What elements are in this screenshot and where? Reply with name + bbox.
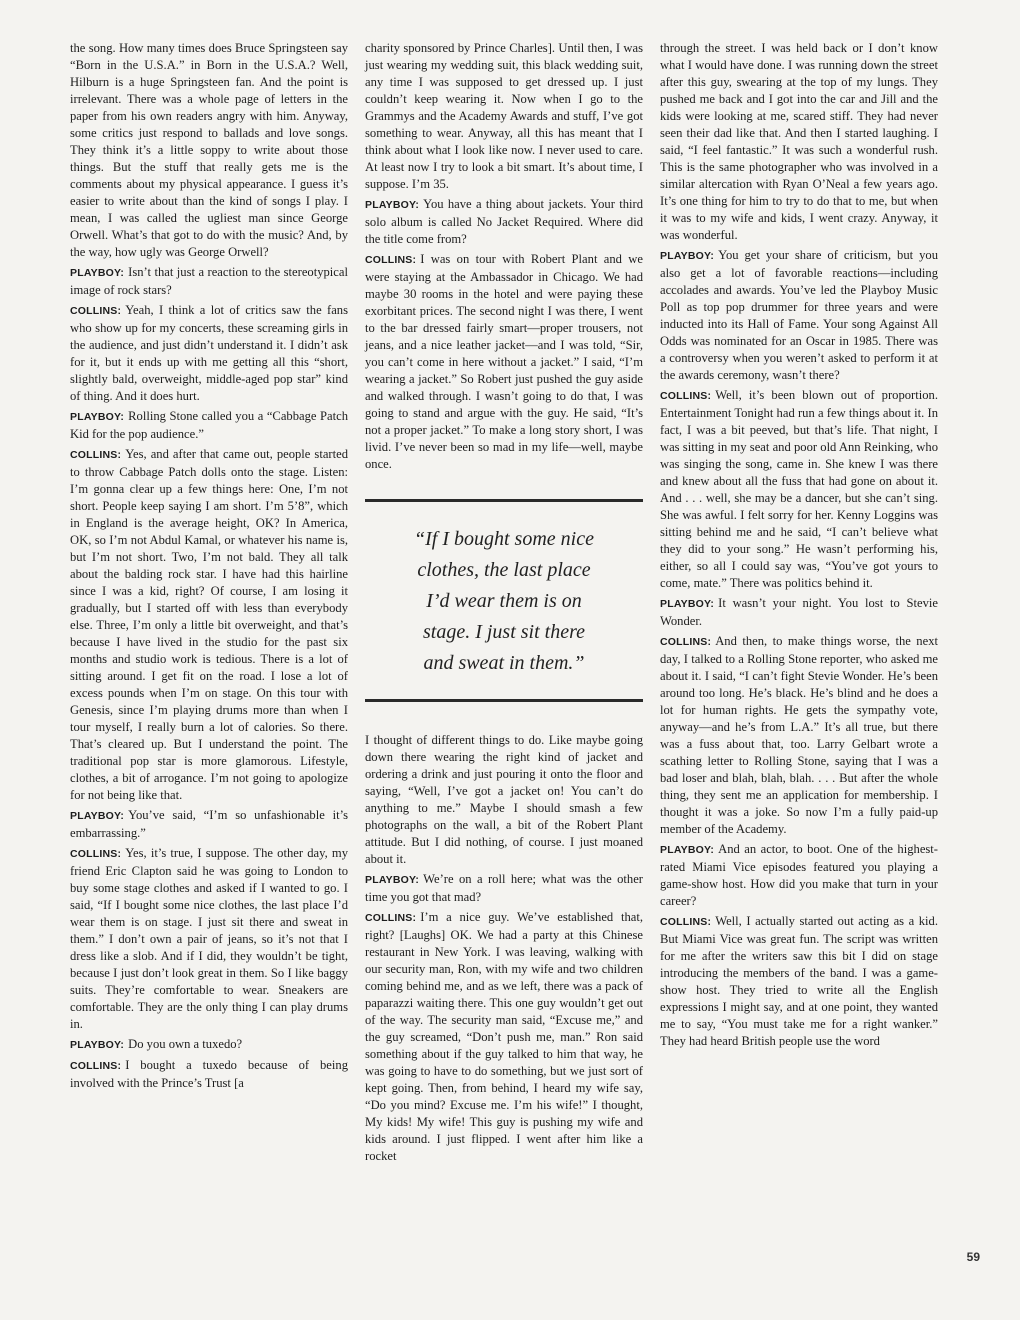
speaker-label: PLAYBOY:	[70, 267, 125, 279]
speaker-label: COLLINS:	[660, 390, 712, 402]
page-number: 59	[966, 1250, 980, 1264]
question-text: You have a thing about jackets. Your third solo album is called No Jacket Required. Where did the title come from?	[365, 197, 643, 246]
question-text: Rolling Stone called you a “Cabbage Patch Kid for the pop audience.”	[70, 409, 348, 441]
question	[365, 871, 643, 906]
answer	[660, 913, 938, 1050]
paragraph: charity sponsored by Prince Charles]. Until then, I was just wearing my wedding suit, this black wedding suit, any time I was supposed to get dressed up. I just couldn’t keep wearing it. Now when I go to the Grammys and the Academy Awards and stuff, I’ve got something to wear. Anyway, all this has meant that I think about what I look like now. I never used to care. At least now I try to look a bit smart. It’s about time, I suppose. I’m 35.	[365, 41, 643, 191]
answer-text: I’m a nice guy. We’ve established that, right? [Laughs] OK. We had a party at this Chinese restaurant in New York. I was leaving, walking with our security man, Ron, with my wife and two children coming behind me, and as we left, there was a pack of paparazzi waiting there. This one guy wouldn’t get out of the way. The security man said, “Excuse me,” and the guy screamed, “Don’t push me, man.” Ron said something about if the guy talked to him that way, he was going to have to do something, but we just sort of kept going. Then, from behind, I heard my wife say, “Do you mind? Excuse me. I’m his wife!” I thought, My kids! My wife! This guy is pushing my wife and kids around. I just flipped. I went after him like a rocket	[365, 910, 643, 1163]
speaker-label: COLLINS:	[365, 254, 417, 266]
speaker-label: PLAYBOY:	[70, 810, 125, 822]
answer-text: Yes, it’s true, I suppose. The other day, my friend Eric Clapton said he was going to London to buy some stage clothes and asked if I wanted to go. I said, “If I bought some nice clothes, the last place I’d wear them is on stage. I just sit there and sweat in them.” I don’t own a pair of jeans, so it’s not that I dress like a slob. And if I did, they wouldn’t be tight, because I just don’t look great in them. So I like baggy suits. They’re comfortable to wear. Sneakers are comfortable. They are the only thing I can play drums in.	[70, 846, 348, 1031]
speaker-label: COLLINS:	[70, 1060, 122, 1072]
speaker-label: COLLINS:	[660, 916, 712, 928]
pull-quote-line: clothes, the last place	[417, 559, 591, 581]
question-text: And an actor, to boot. One of the highest-rated Miami Vice episodes featured you playing a game-show host. How did you make that turn in your career?	[660, 842, 938, 908]
question	[70, 408, 348, 443]
answer-text: I was on tour with Robert Plant and we were staying at the Ambassador in Chicago. We had maybe 30 rooms in the hotel and were paying these exorbitant prices. The second night I was there, I went to the bar dressed fairly smart—proper trousers, not jeans, and a nice leather jacket—and I was told, “Sir, you can’t come in here without a jacket.” I said, “I’m wearing a jacket.” So Robert just pushed the guy aside and walked through. I wasn’t going to do that, I was going to stand and argue with the guy. He said, “It’s not a proper jacket.” To make a long story short, I was livid. I’ve never been so mad in my life—well, maybe once.	[365, 252, 643, 471]
answer	[70, 845, 348, 1033]
question	[70, 807, 348, 842]
question-text: You get your share of criticism, but you also get a lot of favorable reactions—including accolades and awards. You’ve led the Playboy Music Poll as top pop drummer for three years and were inducted into its Hall of Fame. Your song Against All Odds was nominated for an Oscar in 1985. There was a controversy when you weren’t asked to perform it at the awards ceremony, wasn’t there?	[660, 248, 938, 382]
pull-quote	[365, 499, 643, 702]
paragraph: the song. How many times does Bruce Springsteen say “Born in the U.S.A.” in Born in the U.S.A.? Well, Hilburn is a huge Springsteen fan. And the point is irrelevant. There was a whole page of letters in the paper from his own readers angry with him. Anyway, some critics just respond to ballads and love songs. They think it’s a little soppy to write about those things. But the stuff that really gets me is the comments about my physical appearance. I guess it’s easier to write about than the kind of songs I play. I mean, I was called the ugliest man since George Orwell. What’s that got to do with the music? And, by the way, how ugly was George Orwell?	[70, 41, 348, 259]
question	[660, 595, 938, 630]
paragraph: through the street. I was held back or I don’t know what I would have done. I was running down the street after this guy, swearing at the top of my lungs. They pushed me back and I got into the car and Jill and the kids were looking at me, scared stiff. They had never seen their dad like that. And then I started laughing. I said, “I feel fantastic.” It was such a wonderful rush. This is the same photographer who was involved in a similar altercation with Ryan O’Neal a few years ago. It’s one thing for him to try to do that to me, but when it was to my wife and kids, I went crazy. Anyway, it was wonderful.	[660, 41, 938, 242]
pull-quote-line: “If I bought some nice	[414, 528, 594, 550]
question-text: You’ve said, “I’m so unfashionable it’s embarrassing.”	[70, 808, 348, 840]
pull-quote-line: and sweat in them.”	[423, 652, 585, 674]
question	[70, 1036, 348, 1054]
answer-text: And then, to make things worse, the next day, I talked to a Rolling Stone reporter, who asked me about it. I said, “I can’t fight Stevie Wonder. He’s been around too long. He’s black. He’s blind and he does a lot for human rights. He gets the sympathy vote, anyway—and he’s from L.A.” It’s all true, but there was a fuss about that, too. Larry Gelbart wrote a scathing letter to Rolling Stone, saying that I was a bad loser and blah, blah, blah. . . . But after the whole thing, they sent me an application for membership. I thought it was a joke. So now I’m a fully paid-up member of the Academy.	[660, 634, 938, 836]
paragraph: I thought of different things to do. Like maybe going down there wearing the right kind of jacket and ordering a drink and just pouring it onto the floor and saying, “Well, I’ve got a jacket on! You can’t do anything to me.” Maybe I should smash a few photographs on the wall, a bit of the Robert Plant attitude. But I did nothing, of course. I just moaned about it.	[365, 733, 643, 866]
question-text: It wasn’t your night. You lost to Stevie Wonder.	[660, 596, 938, 628]
answer	[70, 1057, 348, 1092]
question-text: Do you own a tuxedo?	[128, 1037, 243, 1051]
question-text: We’re on a roll here; what was the other time you got that mad?	[365, 872, 643, 904]
speaker-label: COLLINS:	[70, 305, 122, 317]
answer	[365, 909, 643, 1165]
speaker-label: PLAYBOY:	[660, 598, 715, 610]
speaker-label: PLAYBOY:	[660, 250, 715, 262]
pull-quote-line: stage. I just sit there	[422, 621, 586, 643]
answer-text: Well, I actually started out acting as a kid. But Miami Vice was great fun. The script was written for me after the writers saw this bit I did on stage introducing the members of the band. I was a game-show host. They tried to write all the English expressions I might say, and at one point, they wanted me to say, “You must take me for a right wanker.” They had heard British people use the word	[660, 914, 938, 1048]
question	[660, 247, 938, 384]
speaker-label: PLAYBOY:	[365, 874, 420, 886]
speaker-label: COLLINS:	[365, 912, 417, 924]
question-text: Isn’t that just a reaction to the stereotypical image of rock stars?	[70, 265, 348, 297]
speaker-label: COLLINS:	[660, 636, 712, 648]
answer	[365, 251, 643, 473]
answer-text: I bought a tuxedo because of being involved with the Prince’s Trust [a	[70, 1058, 348, 1090]
pull-quote-line: I’d wear them is on	[426, 590, 582, 612]
answer	[70, 446, 348, 804]
question	[660, 841, 938, 910]
speaker-label: COLLINS:	[70, 848, 122, 860]
answer	[660, 387, 938, 592]
answer	[70, 302, 348, 405]
speaker-label: PLAYBOY:	[70, 1039, 125, 1051]
column-2	[365, 40, 643, 1168]
answer-text: Yeah, I think a lot of critics saw the fans who show up for my concerts, these screaming girls in the audience, and just didn’t understand it. I didn’t ask for it, but it ends up with me getting all this “short, slightly bald, overweight, middle-aged pop star” kind of thing. And it does hurt.	[70, 303, 348, 403]
column-1	[70, 40, 348, 1095]
answer-text: Well, it’s been blown out of proportion. Entertainment Tonight had run a few things about it. In fact, I was a bit peeved, but that’s life. That night, I was sitting in my seat and poor old Ann Reinking, who was singing the song, came in. She knew I was there and knew about all the fuss that had gone on about it. And . . . well, she may be a dancer, but she can’t sing. She was awful. I felt sorry for her. Kenny Loggins was sitting behind me and he said, “I can’t believe what they did to your song.” He wasn’t performing his, either, so all I could say was, “You’ve got yours to come, mate.” There was politics behind it.	[660, 388, 938, 590]
column-3	[660, 40, 938, 1053]
answer	[660, 633, 938, 838]
question	[70, 264, 348, 299]
speaker-label: PLAYBOY:	[365, 199, 420, 211]
question	[365, 196, 643, 248]
answer-text: Yes, and after that came out, people started to throw Cabbage Patch dolls onto the stage. Listen: I’m gonna clear up a few things here: One, I’m not short. People keep saying I am short. I’m 5’8”, which in England is the average height, OK? In America, OK, so I’m not Abdul Kamal, or whatever his name is, but I’m not short. Two, I’m not bald. They all talk about the balding rock star. I have had this hairline since I was a kid, right? Of course, I am losing it gradually, but I started off with less than everybody else. Three, I’m only a little bit overweight, and that’s because I have lived in the studio for the past six months and studio work is tedious. There is a lot of sitting around. I get fit on the road. I lose a lot of excess pounds when I’m on stage. On this tour with Genesis, since I’m playing drums more than when I tour myself, I really burn a lot of calories. So there. That’s cleared up. But I understand the point. The traditional pop star is more glamorous. Lifestyle, clothes, a bit of arrogance. I’m not going to apologize for not being like that.	[70, 447, 348, 802]
speaker-label: COLLINS:	[70, 449, 122, 461]
speaker-label: PLAYBOY:	[70, 411, 125, 423]
speaker-label: PLAYBOY:	[660, 844, 715, 856]
